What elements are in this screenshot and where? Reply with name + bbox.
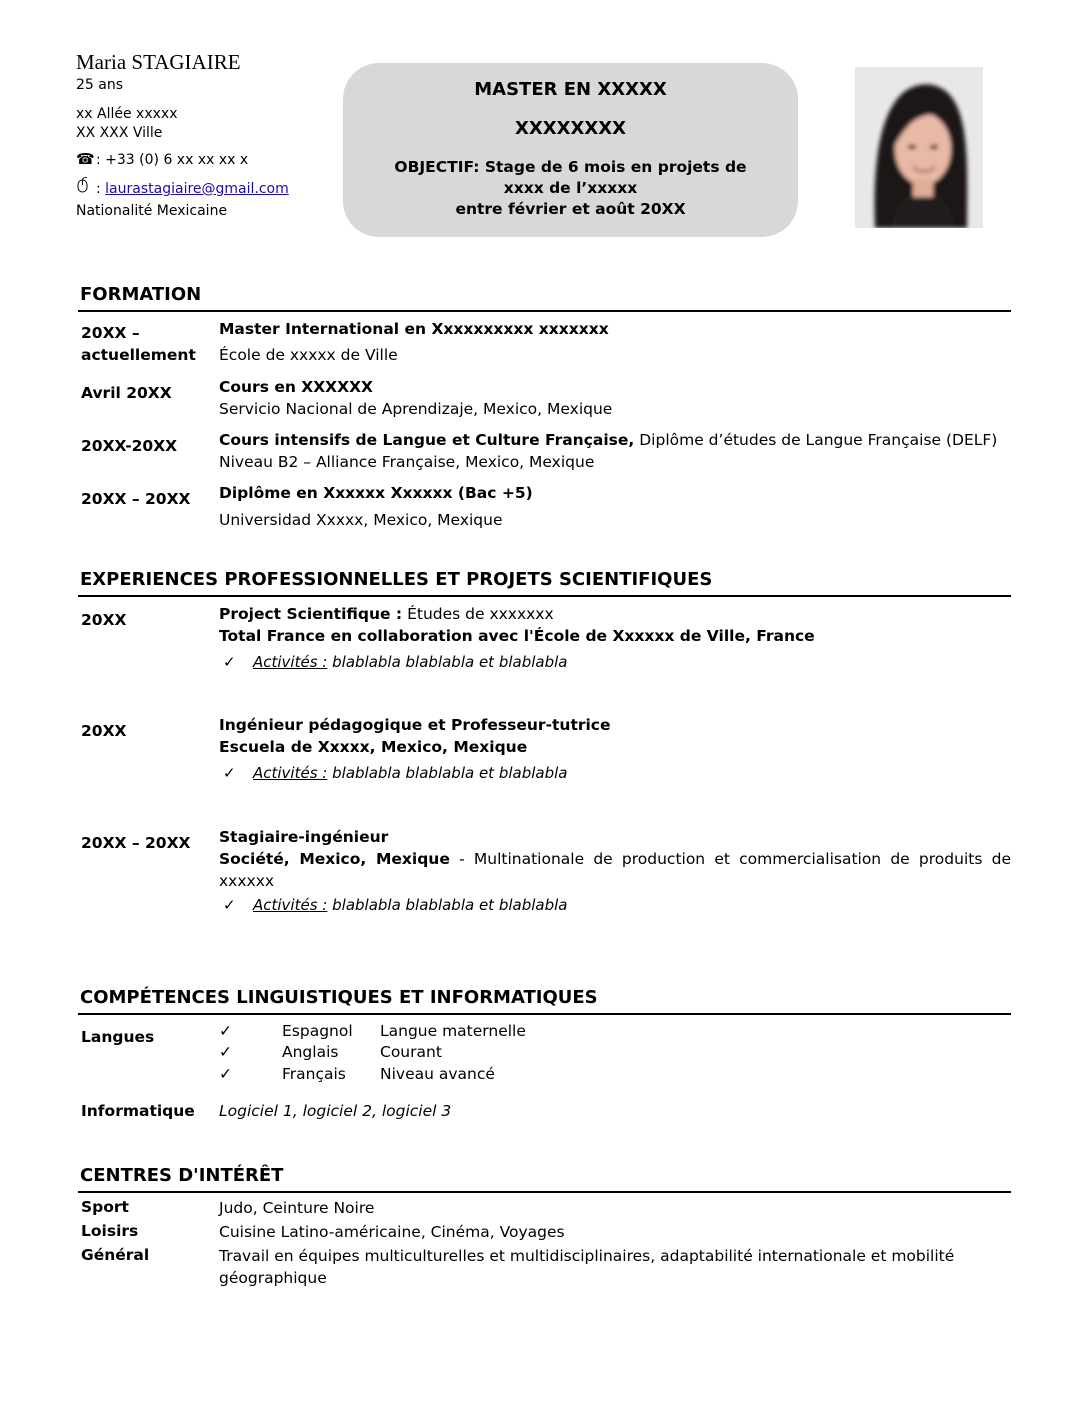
formation-entry-2: Cours en XXXXXX Servicio Nacional de Aprendizaje, Mexico, Mexique [219, 378, 613, 418]
formation-date-4: 20XX – 20XX [81, 490, 191, 508]
section-title-interests: CENTRES D'INTÉRÊT [80, 1165, 284, 1186]
formation-entry-3: Cours intensifs de Langue et Culture Française, Diplôme d’études de Langue Française (DELF) Niveau B2 – Alliance Française, Mexico, Mexique [219, 431, 998, 471]
headline-objective: OBJECTIF: Stage de 6 mois en projets de xxxx de l’xxxxx entre février et août 20XX [394, 158, 747, 218]
interest-label-sport: Sport [81, 1198, 129, 1216]
profile-photo [855, 67, 983, 228]
interest-label-loisirs: Loisirs [81, 1222, 139, 1240]
interest-value-loisirs: Cuisine Latino-américaine, Cinéma, Voyages [219, 1223, 565, 1241]
phone-number: : +33 (0) 6 xx xx xx x [96, 152, 249, 168]
section-rule [78, 310, 1011, 312]
check-icon: ✓ [223, 896, 236, 914]
experience-date-2: 20XX [81, 722, 127, 740]
section-rule [78, 1191, 1011, 1193]
nationality: Nationalité Mexicaine [76, 203, 228, 219]
address-line-1: xx Allée xxxxx [76, 106, 178, 122]
formation-entry-4: Diplôme en Xxxxxx Xxxxxx (Bac +5) Universidad Xxxxx, Mexico, Mexique [219, 484, 533, 529]
languages-label: Langues [81, 1028, 155, 1046]
headline-box [343, 63, 798, 237]
experience-entry-2: Ingénieur pédagogique et Professeur-tutrice Escuela de Xxxxx, Mexico, Mexique ✓ Activités : blablabla blablabla et blablabla [219, 716, 611, 782]
interest-label-general: Général [81, 1246, 150, 1264]
interest-value-sport: Judo, Ceinture Noire [219, 1199, 375, 1217]
headline-field: XXXXXXXX [514, 118, 627, 139]
experience-date-1: 20XX [81, 611, 127, 629]
formation-entry-1: Master International en Xxxxxxxxxx xxxxxxx École de xxxxx de Ville [219, 320, 609, 364]
section-title-formation: FORMATION [80, 284, 202, 305]
phone-line [76, 150, 248, 168]
headline-degree: MASTER EN XXXXX [474, 79, 667, 100]
formation-date-1: 20XX – actuellement [81, 324, 196, 364]
it-label: Informatique [81, 1102, 195, 1120]
age: 25 ans [76, 77, 124, 93]
experience-entry-1: Project Scientifique : Études de xxxxxxx Total France en collaboration avec l'École de Xxxxxx de Ville, France ✓ Activités : blablabla blablabla et blablabla [219, 605, 815, 671]
check-icon: ✓ [219, 1022, 232, 1040]
formation-date-3: 20XX-20XX [81, 437, 178, 455]
check-icon: ✓ [219, 1065, 232, 1083]
interest-value-general: Travail en équipes multiculturelles et multidisciplinaires, adaptabilité internationale et mobilité géographique [219, 1247, 955, 1287]
experience-date-3: 20XX – 20XX [81, 834, 191, 852]
check-icon: ✓ [223, 764, 236, 782]
email-line: : laurastagiaire@gmail.com [76, 177, 289, 197]
formation-date-2: Avril 20XX [81, 384, 172, 402]
candidate-name: Maria STAGIAIRE [76, 50, 241, 74]
telephone-icon: ☎ [76, 150, 95, 168]
email-link[interactable]: laurastagiaire@gmail.com [105, 181, 289, 197]
check-icon: ✓ [219, 1043, 232, 1061]
section-rule [78, 1013, 1011, 1015]
address-line-2: XX XXX Ville [76, 125, 163, 141]
check-icon: ✓ [223, 653, 236, 671]
section-title-experiences: EXPERIENCES PROFESSIONNELLES ET PROJETS SCIENTIFIQUES [80, 569, 713, 590]
experience-entry-3: Stagiaire-ingénieur Société, Mexico, Mexique - Multinationale de production et commercialisation de produits de xxxxxx ✓ Activités : blablabla blablabla et blablabla [219, 828, 1011, 914]
section-title-skills: COMPÉTENCES LINGUISTIQUES ET INFORMATIQUES [80, 987, 598, 1008]
it-value: Logiciel 1, logiciel 2, logiciel 3 [219, 1102, 452, 1120]
mouse-icon [76, 177, 96, 197]
section-rule [78, 595, 1011, 597]
